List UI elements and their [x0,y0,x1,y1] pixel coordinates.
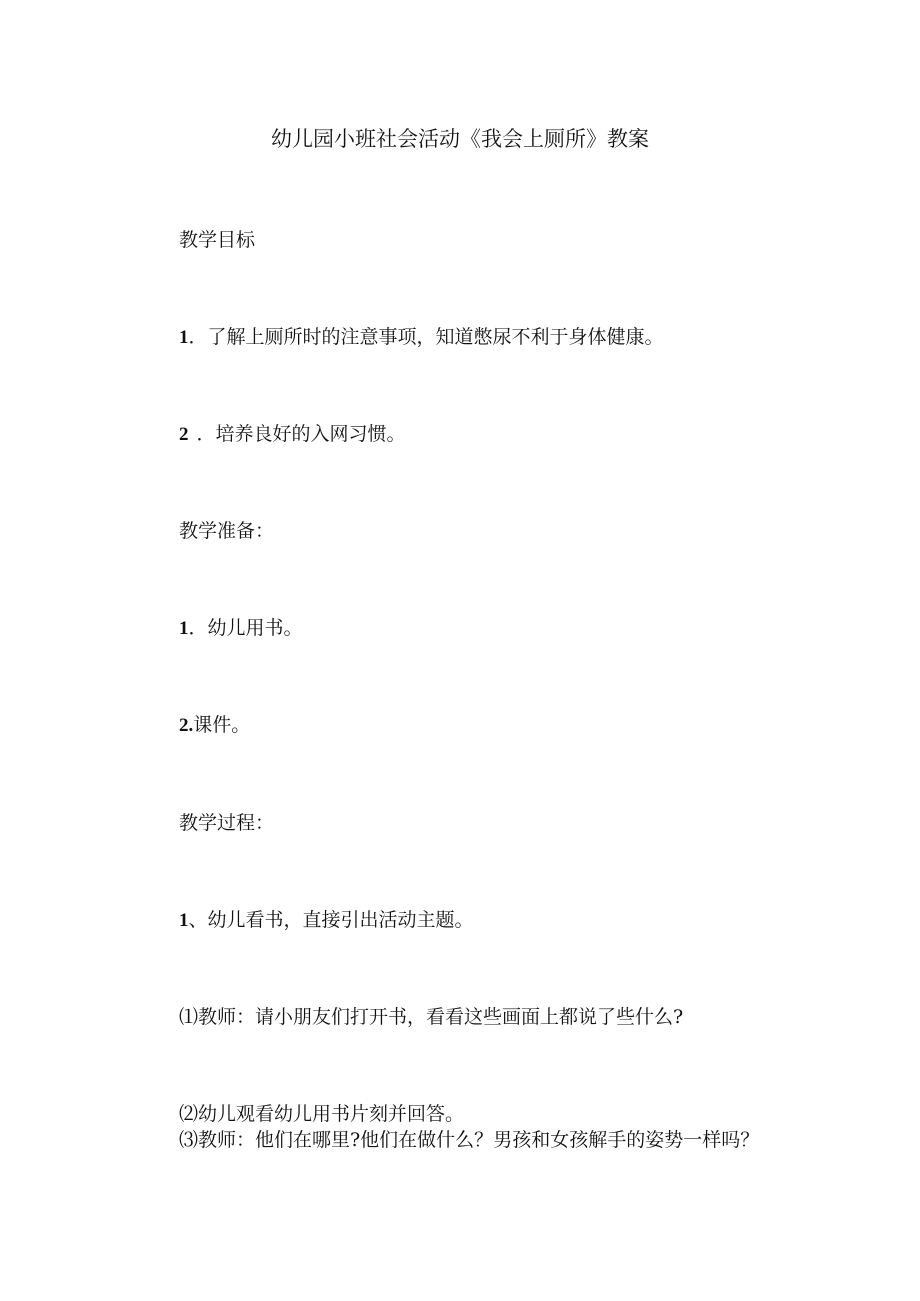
prep-item-1 [179,615,303,642]
objective-2-text: ．培养良好的入网习惯。 [196,423,406,445]
process-substep-3: ⑶教师：他们在哪里?他们在做什么？男孩和女孩解手的姿势一样吗？ [179,1129,760,1151]
prep-2-number: 2. [179,715,194,736]
preparation-heading: 教学准备： [179,520,275,542]
objective-item-1 [179,324,664,351]
step-1-text: 、幼儿看书，直接引出活动主题。 [188,909,474,931]
objective-item-2 [179,421,406,448]
objectives-heading: 教学目标 [179,229,256,251]
process-step-1 [179,907,474,934]
prep-2-text: 课件。 [193,714,251,736]
process-substep-2: ⑵幼儿观看幼儿用书片刻并回答。 [179,1103,465,1125]
prep-1-number: 1 [179,618,189,639]
objective-1-number: 1 [179,327,189,348]
step-1-number: 1 [179,910,189,931]
process-substep-1: ⑴教师：请小朋友们打开书，看看这些画面上都说了些什么? [179,1006,684,1028]
process-heading: 教学过程： [179,812,275,834]
document-title: 幼儿园小班社会活动《我会上厕所》教案 [271,127,649,151]
prep-1-text: ．幼儿用书。 [188,617,303,639]
objective-1-text: ．了解上厕所时的注意事项，知道憋尿不利于身体健康。 [188,326,664,348]
prep-item-2 [179,712,250,739]
objective-2-number: 2 [179,424,189,445]
